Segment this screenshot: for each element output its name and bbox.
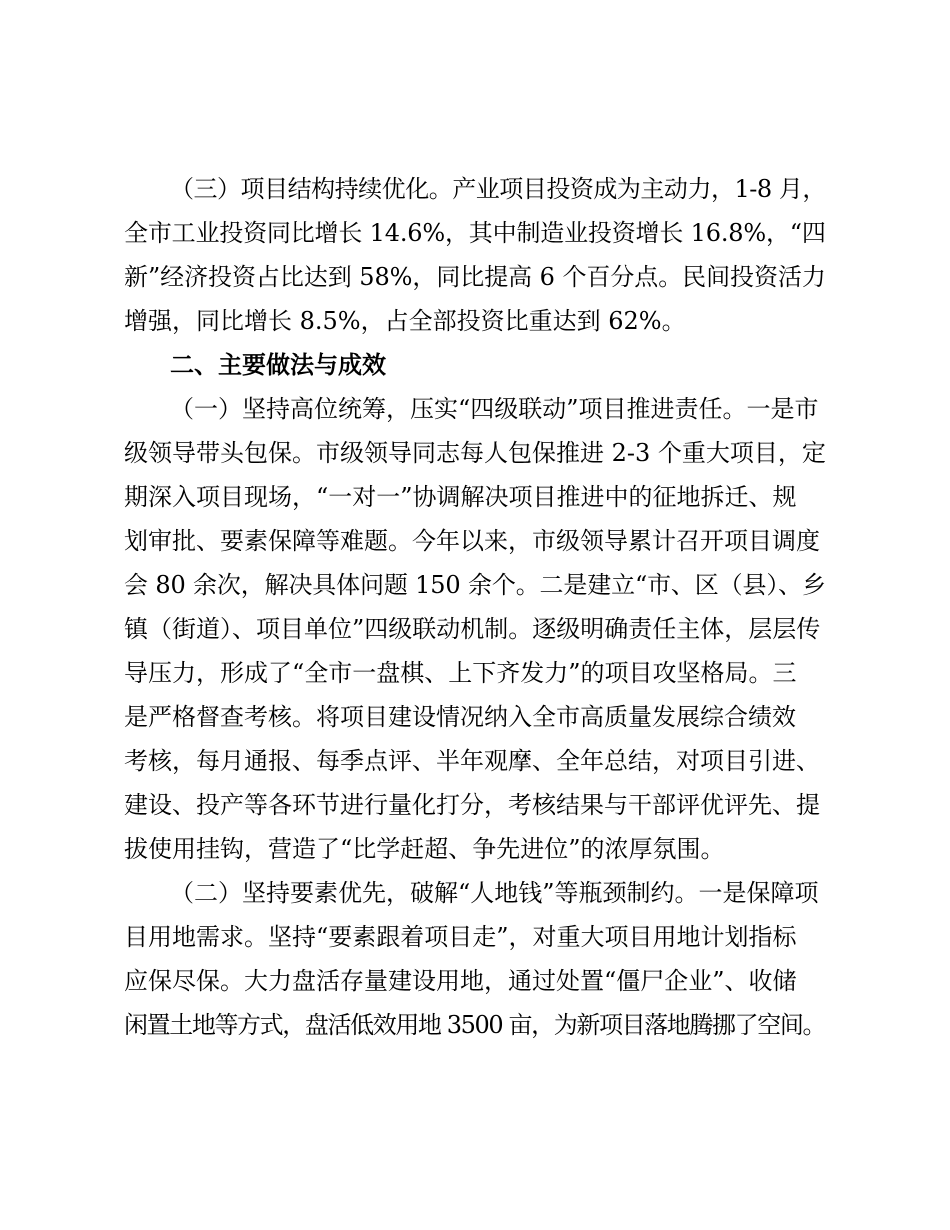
paragraph-line: 新”经济投资占比达到 58%，同比提高 6 个百分点。民间投资活力 xyxy=(124,263,826,291)
paragraph-line: 考核，每月通报、每季点评、半年观摩、全年总结，对项目引进、 xyxy=(124,747,820,775)
paragraph-line: 会 80 余次，解决具体问题 150 余个。二是建立“市、区（县）、乡 xyxy=(124,571,826,599)
paragraph-line: （二）坚持要素优先，破解“人地钱”等瓶颈制约。一是保障项 xyxy=(170,879,819,907)
paragraph-line: 镇（街道）、项目单位”四级联动机制。逐级明确责任主体，层层传 xyxy=(124,615,821,643)
paragraph-line: 导压力，形成了“全市一盘棋、上下齐发力”的项目攻坚格局。三 xyxy=(124,659,797,687)
section-heading: 二、主要做法与成效 xyxy=(170,351,386,379)
paragraph-line: 划审批、要素保障等难题。今年以来，市级领导累计召开项目调度 xyxy=(124,527,820,555)
paragraph-line: 是严格督查考核。将项目建设情况纳入全市高质量发展综合绩效 xyxy=(124,703,796,731)
paragraph-line: 全市工业投资同比增长 14.6%，其中制造业投资增长 16.8%，“四 xyxy=(124,219,826,247)
paragraph-line: （一）坚持高位统筹，压实“四级联动”项目推进责任。一是市 xyxy=(170,395,819,423)
paragraph-line: 增强，同比增长 8.5%，占全部投资比重达到 62%。 xyxy=(124,307,686,335)
paragraph-line: 闲置土地等方式，盘活低效用地 3500 亩，为新项目落地腾挪了空间。 xyxy=(124,1011,826,1039)
paragraph-line: 目用地需求。坚持“要素跟着项目走”，对重大项目用地计划指标 xyxy=(124,923,797,951)
paragraph-line: 期深入项目现场，“一对一”协调解决项目推进中的征地拆迁、规 xyxy=(124,483,797,511)
paragraph-line: （三）项目结构持续优化。产业项目投资成为主动力，1-8 月， xyxy=(170,175,826,203)
paragraph-line: 级领导带头包保。市级领导同志每人包保推进 2-3 个重大项目，定 xyxy=(124,439,826,467)
paragraph-line: 应保尽保。大力盘活存量建设用地，通过处置“僵尸企业”、收储 xyxy=(124,967,797,995)
paragraph-line: 拔使用挂钩，营造了“比学赶超、争先进位”的浓厚氛围。 xyxy=(124,835,725,863)
paragraph-line: 建设、投产等各环节进行量化打分，考核结果与干部评优评先、提 xyxy=(124,791,820,819)
